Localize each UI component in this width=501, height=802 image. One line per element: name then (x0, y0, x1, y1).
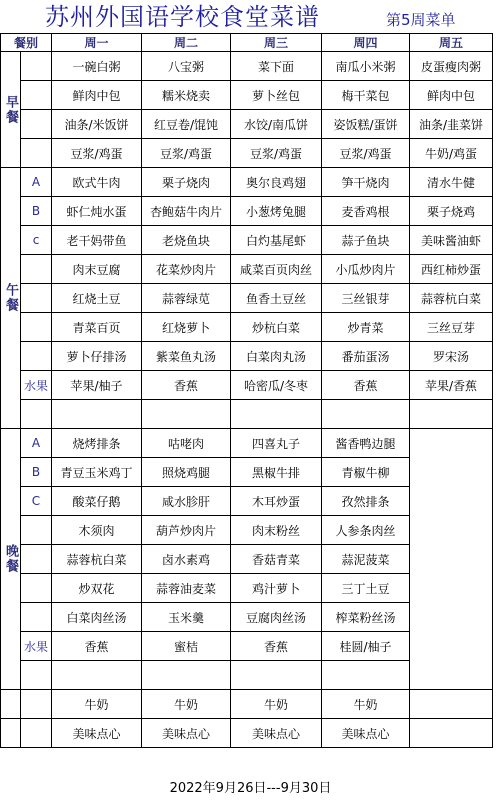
menu-item: 红烧土豆 (52, 284, 142, 313)
menu-item: 鸡汁萝卜 (231, 574, 322, 603)
menu-item: 香蕉 (52, 632, 142, 661)
menu-item: 牛奶 (142, 690, 231, 719)
menu-item: 八宝粥 (142, 52, 231, 81)
category-header: 餐别 (1, 34, 52, 52)
menu-item: 牛奶 (231, 690, 322, 719)
menu-item: 玉米羹 (142, 603, 231, 632)
menu-item: 牛奶/鸡蛋 (410, 139, 493, 168)
dinner-row (1, 429, 493, 458)
lunch-row (1, 342, 493, 371)
menu-item: 小瓜炒肉片 (322, 255, 410, 284)
day-header: 周四 (322, 34, 410, 52)
row-label (21, 139, 52, 168)
week-label: 第5周菜单 (386, 11, 456, 29)
menu-item: 孜然排条 (322, 487, 410, 516)
menu-item: 老干妈带鱼 (52, 226, 142, 255)
menu-item: 麦香鸡根 (322, 197, 410, 226)
menu-item: 菜下面 (231, 52, 322, 81)
menu-item: 蒜蓉杭白菜 (410, 284, 493, 313)
menu-item (322, 400, 410, 429)
menu-item (410, 719, 493, 748)
row-label (21, 545, 52, 574)
menu-item (410, 400, 493, 429)
menu-item: 虾仁炖水蛋 (52, 197, 142, 226)
menu-item: 香蕉 (231, 632, 322, 661)
row-label (21, 603, 52, 632)
snack-row (1, 719, 493, 748)
breakfast-row (1, 139, 493, 168)
menu-item: 皮蛋瘦肉粥 (410, 52, 493, 81)
menu-item (231, 400, 322, 429)
row-label: 水果 (21, 632, 52, 661)
lunch-row (1, 313, 493, 342)
menu-item (142, 400, 231, 429)
row-label: C (21, 487, 52, 516)
menu-item: 白菜肉丸汤 (231, 342, 322, 371)
menu-item: 咸水胗肝 (142, 487, 231, 516)
menu-item: 美味点心 (322, 719, 410, 748)
menu-item: 老烧鱼块 (142, 226, 231, 255)
menu-item: 笋干烧肉 (322, 168, 410, 197)
breakfast-row (1, 81, 493, 110)
row-label (21, 110, 52, 139)
menu-item (142, 661, 231, 690)
menu-item: 鲜肉中包 (52, 81, 142, 110)
menu-item: 美味点心 (52, 719, 142, 748)
row-label (21, 661, 52, 690)
menu-item: 油条/米饭饼 (52, 110, 142, 139)
menu-item (322, 661, 410, 690)
menu-item: 豆腐肉丝汤 (231, 603, 322, 632)
menu-item: 小葱烤兔腿 (231, 197, 322, 226)
meal-label-dinner: 晚餐 (1, 429, 21, 690)
row-label (21, 255, 52, 284)
menu-item: 卤水素鸡 (142, 545, 231, 574)
menu-item: 蒜蓉绿苋 (142, 284, 231, 313)
menu-item: 红烧萝卜 (142, 313, 231, 342)
lunch-row (1, 255, 493, 284)
menu-item: 肉末豆腐 (52, 255, 142, 284)
menu-item: 美味点心 (142, 719, 231, 748)
menu-item: 糯米烧卖 (142, 81, 231, 110)
row-label (21, 719, 52, 748)
menu-item (231, 661, 322, 690)
lunch-row (1, 168, 493, 197)
menu-item: 番茄蛋汤 (322, 342, 410, 371)
menu-item: 梅干菜包 (322, 81, 410, 110)
menu-item: 南瓜小米粥 (322, 52, 410, 81)
menu-item (52, 400, 142, 429)
row-label: c (21, 226, 52, 255)
menu-item: 豆浆/鸡蛋 (142, 139, 231, 168)
row-label: A (21, 429, 52, 458)
row-label (21, 690, 52, 719)
meal-label-breakfast: 早餐 (1, 52, 21, 168)
menu-item: 香菇青菜 (231, 545, 322, 574)
menu-item: 油条/韭菜饼 (410, 110, 493, 139)
breakfast-row (1, 110, 493, 139)
menu-item: 葫芦炒肉片 (142, 516, 231, 545)
row-label (21, 400, 52, 429)
menu-item: 鱼香土豆丝 (231, 284, 322, 313)
day-header: 周三 (231, 34, 322, 52)
menu-item: 萝卜仔排汤 (52, 342, 142, 371)
lunch-row (1, 226, 493, 255)
lunch-row (1, 284, 493, 313)
menu-item: 栗子烧肉 (142, 168, 231, 197)
meal-label-snack (1, 719, 21, 748)
menu-item: 酱香鸭边腿 (322, 429, 410, 458)
row-label: 水果 (21, 371, 52, 400)
menu-item: 萝卜丝包 (231, 81, 322, 110)
menu-item: 木须肉 (52, 516, 142, 545)
menu-item: 三丁土豆 (322, 574, 410, 603)
menu-item: 三丝银芽 (322, 284, 410, 313)
menu-item: 白菜肉丝汤 (52, 603, 142, 632)
menu-item: 蒜蓉杭白菜 (52, 545, 142, 574)
menu-item: 咸菜百页肉丝 (231, 255, 322, 284)
menu-item: 炒杭白菜 (231, 313, 322, 342)
menu-item: 美味点心 (231, 719, 322, 748)
menu-item: 豆浆/鸡蛋 (52, 139, 142, 168)
menu-item: 烧烤排条 (52, 429, 142, 458)
menu-item: 鲜肉中包 (410, 81, 493, 110)
menu-item: 苹果/香蕉 (410, 371, 493, 400)
breakfast-row (1, 52, 493, 81)
menu-item: 豆浆/鸡蛋 (231, 139, 322, 168)
menu-item: 青椒牛柳 (322, 458, 410, 487)
menu-item: 照烧鸡腿 (142, 458, 231, 487)
row-label (21, 574, 52, 603)
page-title: 苏州外国语学校食堂菜谱 (45, 3, 320, 31)
menu-item (410, 690, 493, 719)
row-label (21, 52, 52, 81)
lunch-row (1, 400, 493, 429)
menu-item: 四喜丸子 (231, 429, 322, 458)
menu-item: 蒜泥菠菜 (322, 545, 410, 574)
menu-item: 苹果/柚子 (52, 371, 142, 400)
menu-item: 蒜蓉油麦菜 (142, 574, 231, 603)
menu-item: 蜜桔 (142, 632, 231, 661)
menu-item: 三丝豆芽 (410, 313, 493, 342)
date-range: 2022年9月26日---9月30日 (169, 781, 332, 796)
meal-label-snack (1, 690, 21, 719)
menu-item: 姿饭糕/蛋饼 (322, 110, 410, 139)
menu-item: 紫菜鱼丸汤 (142, 342, 231, 371)
row-label (21, 342, 52, 371)
meal-label-lunch: 午餐 (1, 168, 21, 429)
menu-table (0, 33, 493, 748)
menu-item: 蒜子鱼块 (322, 226, 410, 255)
day-header: 周一 (52, 34, 142, 52)
menu-item: 白灼基尾虾 (231, 226, 322, 255)
menu-item: 人参条肉丝 (322, 516, 410, 545)
menu-item: 肉末粉丝 (231, 516, 322, 545)
row-label (21, 516, 52, 545)
row-label (21, 313, 52, 342)
friday-dinner-empty (410, 429, 493, 690)
day-header: 周二 (142, 34, 231, 52)
menu-item: 牛奶 (52, 690, 142, 719)
menu-item: 杏鲍菇牛肉片 (142, 197, 231, 226)
lunch-row (1, 197, 493, 226)
header-row (1, 34, 493, 52)
row-label: A (21, 168, 52, 197)
menu-item: 牛奶 (322, 690, 410, 719)
row-label (21, 284, 52, 313)
menu-item: 西红柿炒蛋 (410, 255, 493, 284)
lunch-row (1, 371, 493, 400)
menu-item (52, 661, 142, 690)
menu-item: 榨菜粉丝汤 (322, 603, 410, 632)
menu-item: 桂圆/柚子 (322, 632, 410, 661)
menu-item: 木耳炒蛋 (231, 487, 322, 516)
menu-item: 红豆卷/馄饨 (142, 110, 231, 139)
menu-item: 青菜百页 (52, 313, 142, 342)
menu-item: 香蕉 (142, 371, 231, 400)
row-label: B (21, 458, 52, 487)
menu-item: 香蕉 (322, 371, 410, 400)
menu-item: 一碗白粥 (52, 52, 142, 81)
menu-item: 栗子烧鸡 (410, 197, 493, 226)
menu-item: 青豆玉米鸡丁 (52, 458, 142, 487)
menu-item: 花菜炒肉片 (142, 255, 231, 284)
menu-item: 黑椒牛排 (231, 458, 322, 487)
menu-item: 酸菜仔鹅 (52, 487, 142, 516)
menu-item: 咕咾肉 (142, 429, 231, 458)
menu-item: 炒青菜 (322, 313, 410, 342)
snack-row (1, 690, 493, 719)
menu-item: 欧式牛肉 (52, 168, 142, 197)
day-header: 周五 (410, 34, 493, 52)
menu-item: 奥尔良鸡翅 (231, 168, 322, 197)
menu-item: 炒双花 (52, 574, 142, 603)
row-label: B (21, 197, 52, 226)
row-label (21, 81, 52, 110)
menu-item: 水饺/南瓜饼 (231, 110, 322, 139)
menu-item: 美味酱油虾 (410, 226, 493, 255)
menu-item: 哈密瓜/冬枣 (231, 371, 322, 400)
menu-item: 罗宋汤 (410, 342, 493, 371)
menu-item: 豆浆/鸡蛋 (322, 139, 410, 168)
menu-item: 清水牛健 (410, 168, 493, 197)
